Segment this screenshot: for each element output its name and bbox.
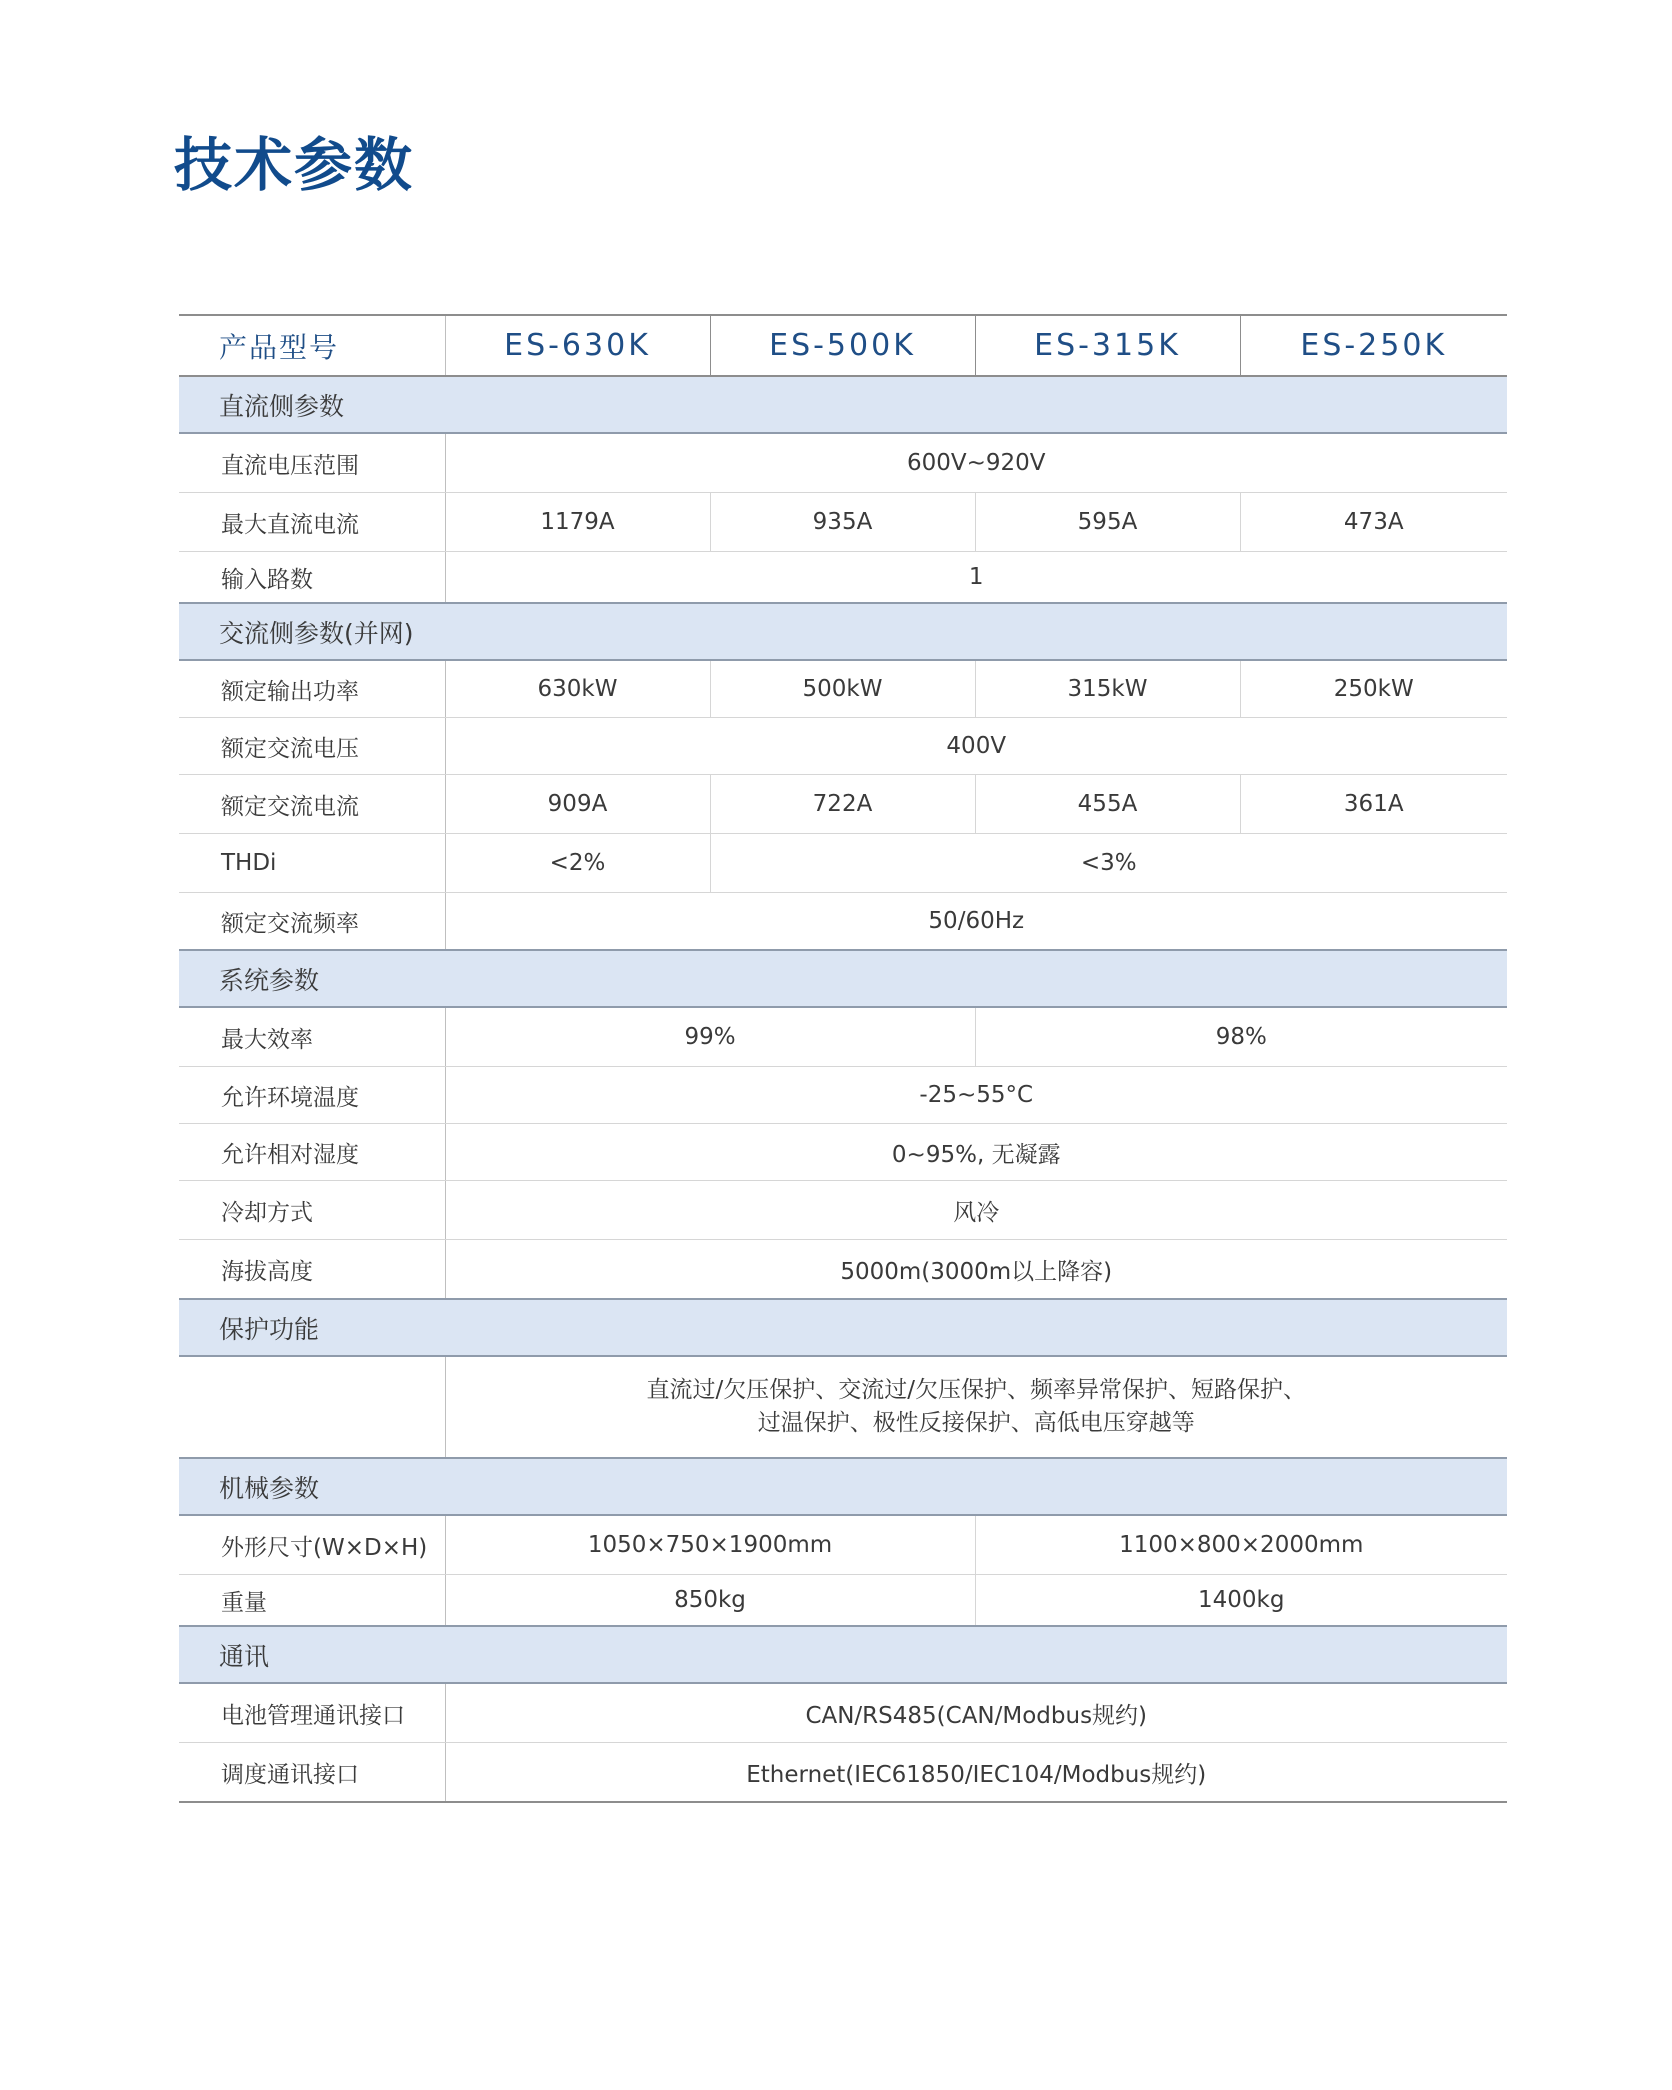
- section-title: 通讯: [179, 1626, 1507, 1683]
- model-es-250k: ES-250K: [1240, 315, 1507, 376]
- row-value: 500kW: [710, 660, 975, 718]
- table-row: [179, 834, 1507, 893]
- row-label: 重量: [179, 1575, 445, 1627]
- row-label: 海拔高度: [179, 1240, 445, 1300]
- table-row: [179, 775, 1507, 834]
- section-ac: [179, 603, 1507, 660]
- row-value: 630kW: [445, 660, 710, 718]
- row-value: -25~55°C: [445, 1067, 1507, 1124]
- row-value: 5000m(3000m以上降容): [445, 1240, 1507, 1300]
- row-value: 1050×750×1900mm: [445, 1515, 975, 1575]
- model-es-315k: ES-315K: [975, 315, 1240, 376]
- row-label: 输入路数: [179, 552, 445, 604]
- section-system: [179, 950, 1507, 1007]
- row-value: 250kW: [1240, 660, 1507, 718]
- row-value: 1179A: [445, 493, 710, 552]
- row-value: 473A: [1240, 493, 1507, 552]
- row-value: 595A: [975, 493, 1240, 552]
- row-value: 850kg: [445, 1575, 975, 1627]
- table-row: [179, 1683, 1507, 1743]
- row-value: 1400kg: [975, 1575, 1507, 1627]
- table-row: [179, 1743, 1507, 1803]
- section-title: 直流侧参数: [179, 376, 1507, 433]
- table-row: [179, 660, 1507, 718]
- section-mechanical: [179, 1458, 1507, 1515]
- section-title: 系统参数: [179, 950, 1507, 1007]
- section-dc: [179, 376, 1507, 433]
- row-label: 允许相对湿度: [179, 1124, 445, 1181]
- model-header-row: [179, 315, 1507, 376]
- row-label: 额定交流电压: [179, 718, 445, 775]
- row-label: 允许环境温度: [179, 1067, 445, 1124]
- row-value: 361A: [1240, 775, 1507, 834]
- row-value: <2%: [445, 834, 710, 893]
- row-label: 额定交流频率: [179, 893, 445, 951]
- row-value: 600V~920V: [445, 433, 1507, 493]
- row-value: 935A: [710, 493, 975, 552]
- row-label: 直流电压范围: [179, 433, 445, 493]
- table-row: [179, 433, 1507, 493]
- row-value: Ethernet(IEC61850/IEC104/Modbus规约): [445, 1743, 1507, 1803]
- section-protection: [179, 1299, 1507, 1356]
- table-row: [179, 1181, 1507, 1240]
- row-value: 455A: [975, 775, 1240, 834]
- row-label: [179, 1356, 445, 1458]
- section-communication: [179, 1626, 1507, 1683]
- section-title: 机械参数: [179, 1458, 1507, 1515]
- row-value: 400V: [445, 718, 1507, 775]
- row-value: 1100×800×2000mm: [975, 1515, 1507, 1575]
- table-row: [179, 493, 1507, 552]
- table-row: [179, 1575, 1507, 1627]
- model-es-630k: ES-630K: [445, 315, 710, 376]
- table-row: [179, 893, 1507, 951]
- row-label: 最大效率: [179, 1007, 445, 1067]
- table-row: [179, 1356, 1507, 1458]
- table-row: [179, 1007, 1507, 1067]
- table-row: [179, 1240, 1507, 1300]
- row-label: 额定交流电流: [179, 775, 445, 834]
- protection-line-2: 过温保护、极性反接保护、高低电压穿越等: [757, 1410, 1195, 1436]
- model-header-label: 产品型号: [179, 315, 445, 376]
- table-row: [179, 1515, 1507, 1575]
- row-label: 冷却方式: [179, 1181, 445, 1240]
- row-value: CAN/RS485(CAN/Modbus规约): [445, 1683, 1507, 1743]
- row-label: 最大直流电流: [179, 493, 445, 552]
- protection-list: [445, 1356, 1507, 1458]
- row-label: 调度通讯接口: [179, 1743, 445, 1803]
- row-label: THDi: [179, 834, 445, 893]
- section-title: 保护功能: [179, 1299, 1507, 1356]
- row-value: 315kW: [975, 660, 1240, 718]
- table-row: [179, 718, 1507, 775]
- row-value: 909A: [445, 775, 710, 834]
- row-value: 50/60Hz: [445, 893, 1507, 951]
- page-title: 技术参数: [174, 131, 415, 199]
- spec-table: [179, 314, 1507, 1803]
- row-value: 98%: [975, 1007, 1507, 1067]
- table-row: [179, 1067, 1507, 1124]
- row-label: 外形尺寸(W×D×H): [179, 1515, 445, 1575]
- section-title: 交流侧参数(并网): [179, 603, 1507, 660]
- row-value: 风冷: [445, 1181, 1507, 1240]
- row-value: 0~95%, 无凝露: [445, 1124, 1507, 1181]
- table-row: [179, 552, 1507, 604]
- row-value: 99%: [445, 1007, 975, 1067]
- row-label: 电池管理通讯接口: [179, 1683, 445, 1743]
- row-value: 722A: [710, 775, 975, 834]
- table-row: [179, 1124, 1507, 1181]
- model-es-500k: ES-500K: [710, 315, 975, 376]
- row-label: 额定输出功率: [179, 660, 445, 718]
- protection-line-1: 直流过/欠压保护、交流过/欠压保护、频率异常保护、短路保护、: [646, 1377, 1306, 1403]
- row-value: <3%: [710, 834, 1507, 893]
- row-value: 1: [445, 552, 1507, 604]
